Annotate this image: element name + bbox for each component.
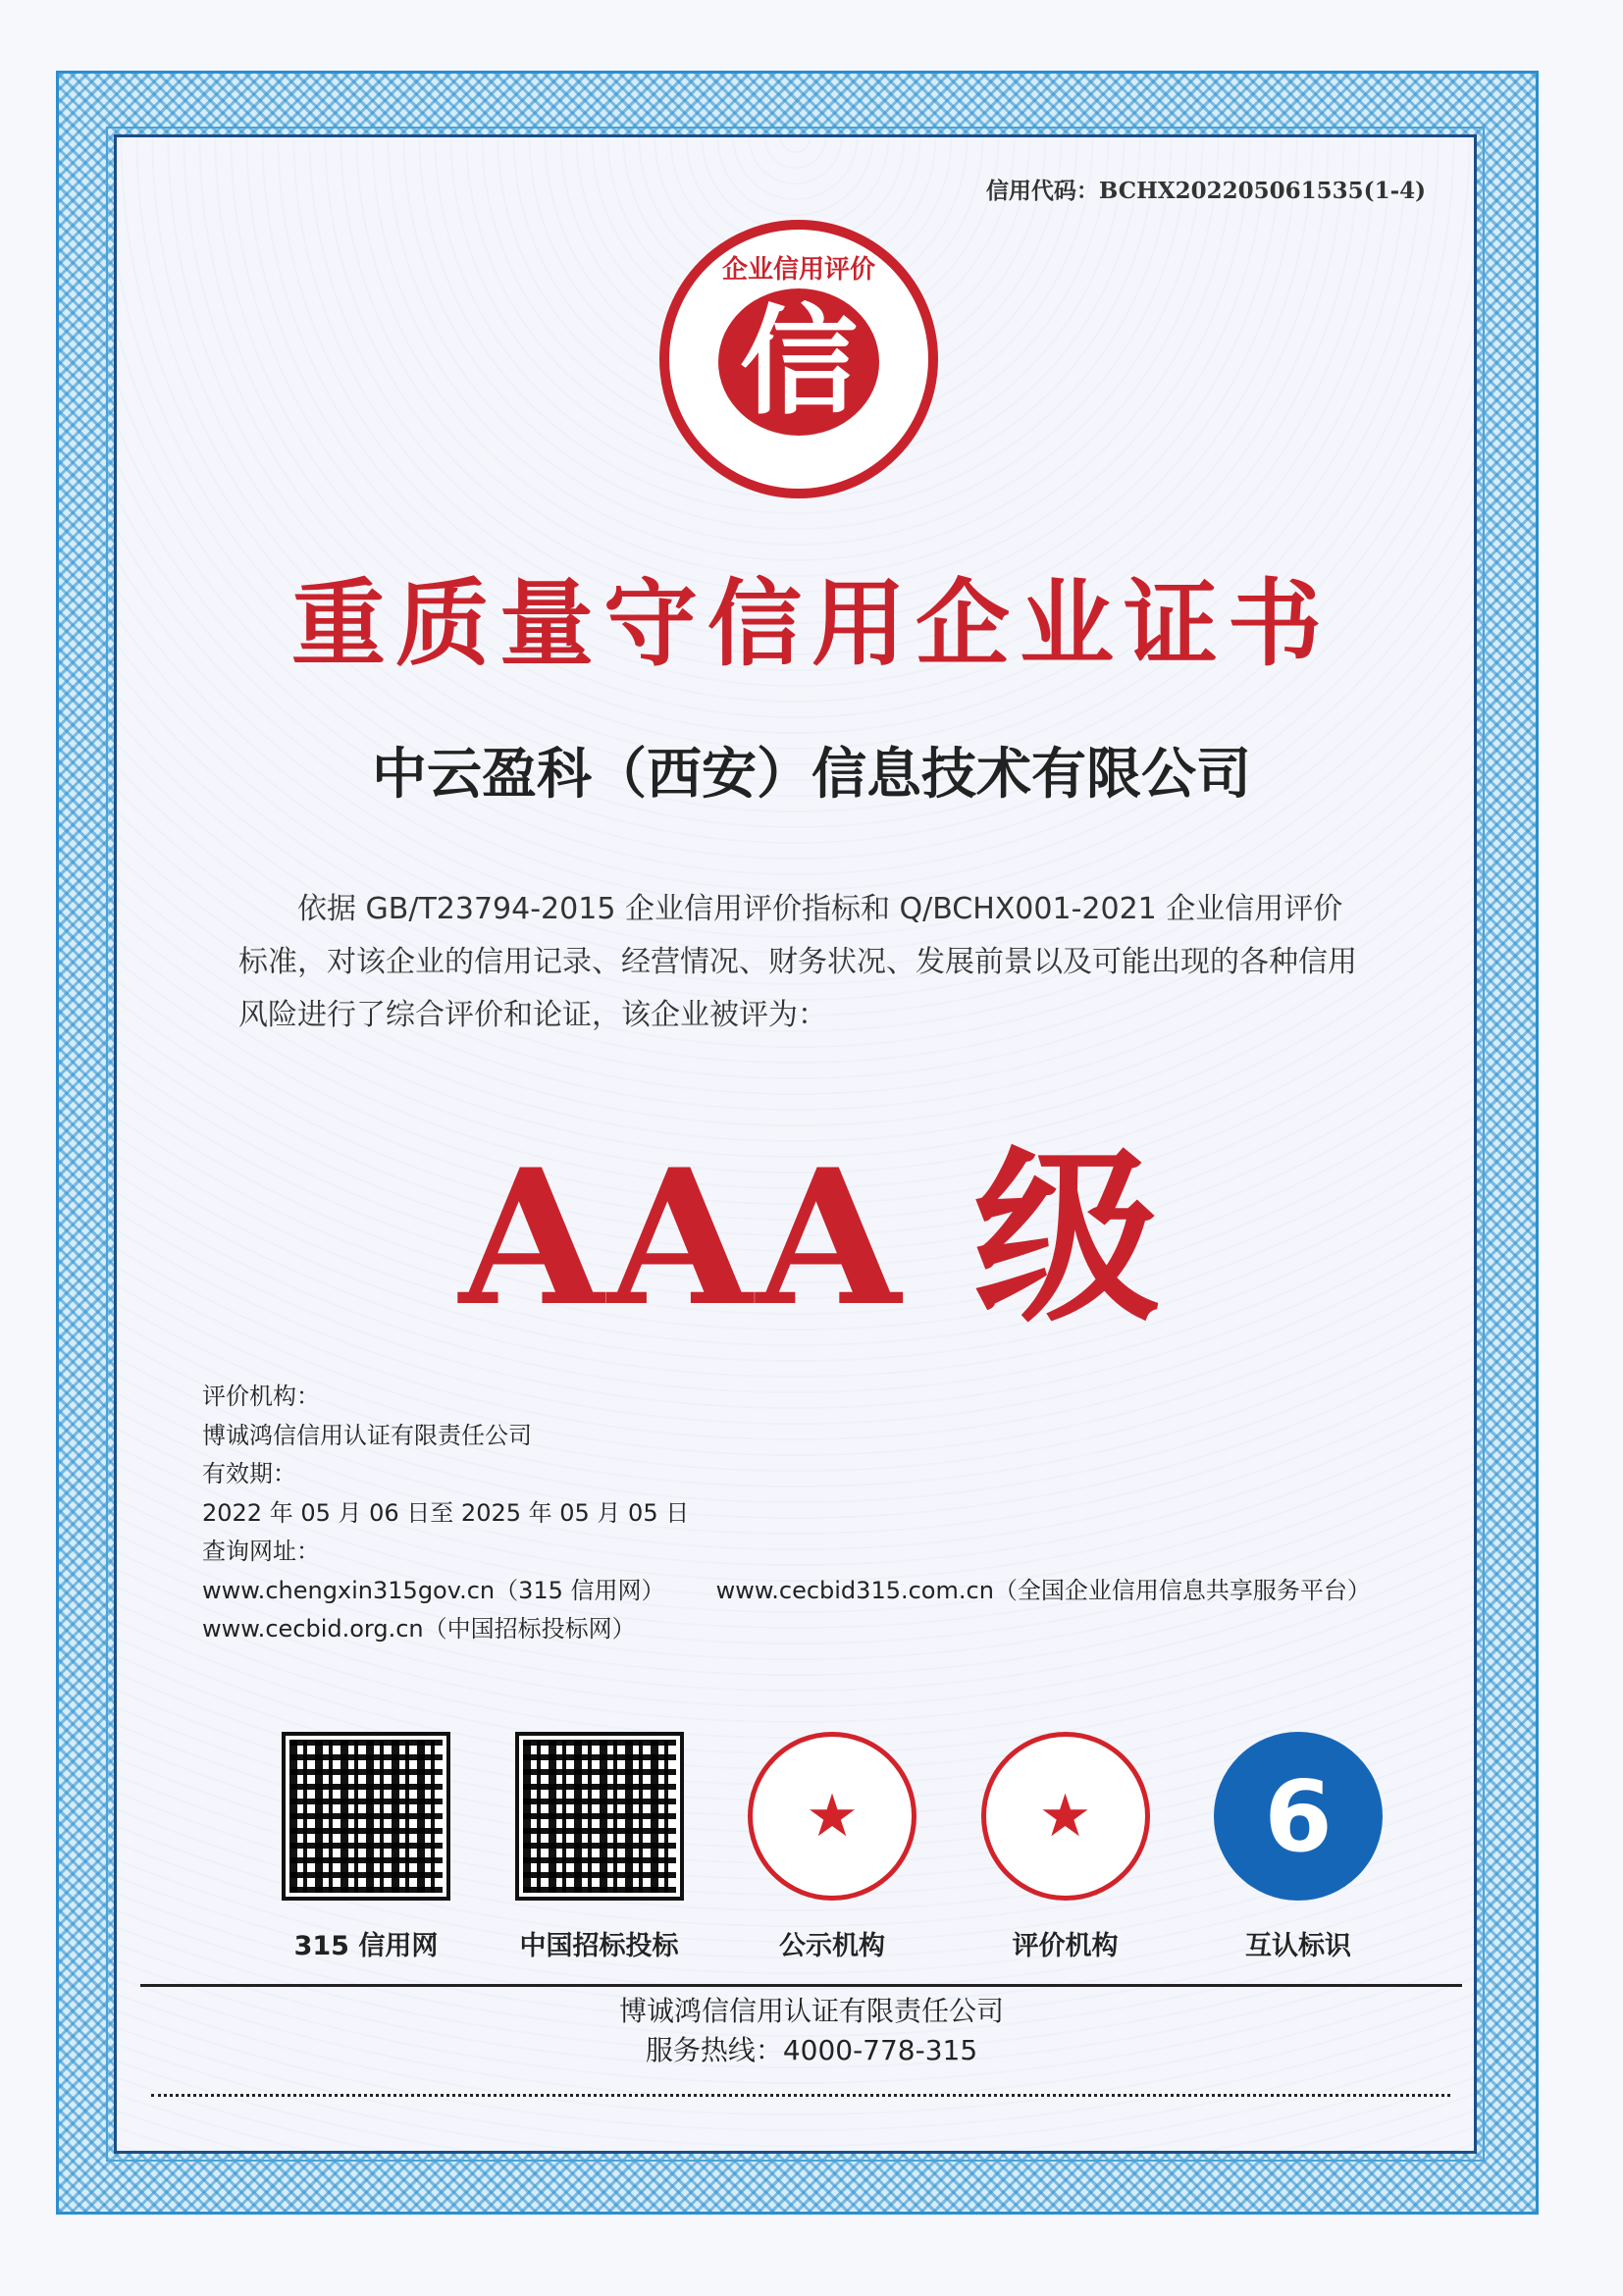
icon-row — [278, 1732, 1387, 1962]
org-name: 博诚鸿信信用认证有限责任公司 — [202, 1421, 532, 1449]
credit-code: 信用代码：BCHX202205061535(1-4) — [985, 178, 1426, 204]
icon-cecbid: 中国招标投标 — [511, 1732, 688, 1962]
credit-grade: AAA 级 — [458, 1128, 1165, 1347]
url-315[interactable]: www.chengxin315gov.cn（315 信用网） — [202, 1576, 665, 1604]
dotted-divider — [151, 2094, 1450, 2097]
company-name: 中云盈科（西安）信息技术有限公司 — [372, 743, 1251, 807]
validity-label: 有效期： — [202, 1460, 296, 1487]
emblem-center-char: 信 — [718, 288, 879, 436]
seal-icon: ★ — [748, 1732, 916, 1901]
qr-code-icon — [282, 1732, 450, 1901]
url-cecbid315[interactable]: www.cecbid315.com.cn（全国企业信用信息共享服务平台） — [715, 1576, 1371, 1604]
footer-company: 博诚鸿信信用认证有限责任公司 — [618, 1995, 1004, 2027]
certificate-title: 重质量守信用企业证书 — [291, 568, 1332, 679]
divider — [140, 1984, 1462, 1987]
icon-315: 315 信用网 — [278, 1732, 454, 1962]
validity-period: 2022 年 05 月 06 日至 2025 年 05 月 05 日 — [202, 1498, 690, 1527]
evaluation-statement: 依据 GB/T23794-2015 企业信用评价指标和 Q/BCHX001-2021 企业信用评价标准，对该企业的信用记录、经营情况、财务状况、发展前景以及可能出现的各种信用风险进行了综合评价和论证，该企业被评为： — [238, 892, 1357, 1032]
url-cecbid[interactable]: www.cecbid.org.cn（中国招标投标网） — [202, 1615, 636, 1643]
emblem-arc-text: 企业信用评价 — [721, 255, 875, 285]
qr-code-icon — [515, 1732, 684, 1901]
footer-hotline: 服务热线：4000-778-315 — [645, 2034, 978, 2066]
credit-emblem — [659, 220, 938, 498]
seal-icon: ★ — [981, 1732, 1150, 1901]
info-block — [202, 1378, 1371, 1649]
mutual-logo-icon: 6 — [1214, 1732, 1383, 1901]
icon-mutual: 6 互认标识 — [1210, 1732, 1387, 1962]
org-label: 评价机构： — [202, 1383, 320, 1410]
icon-public-org: ★ 公示机构 — [744, 1732, 920, 1962]
query-label: 查询网址： — [202, 1538, 320, 1565]
icon-eval-org: ★ 评价机构 — [977, 1732, 1154, 1962]
